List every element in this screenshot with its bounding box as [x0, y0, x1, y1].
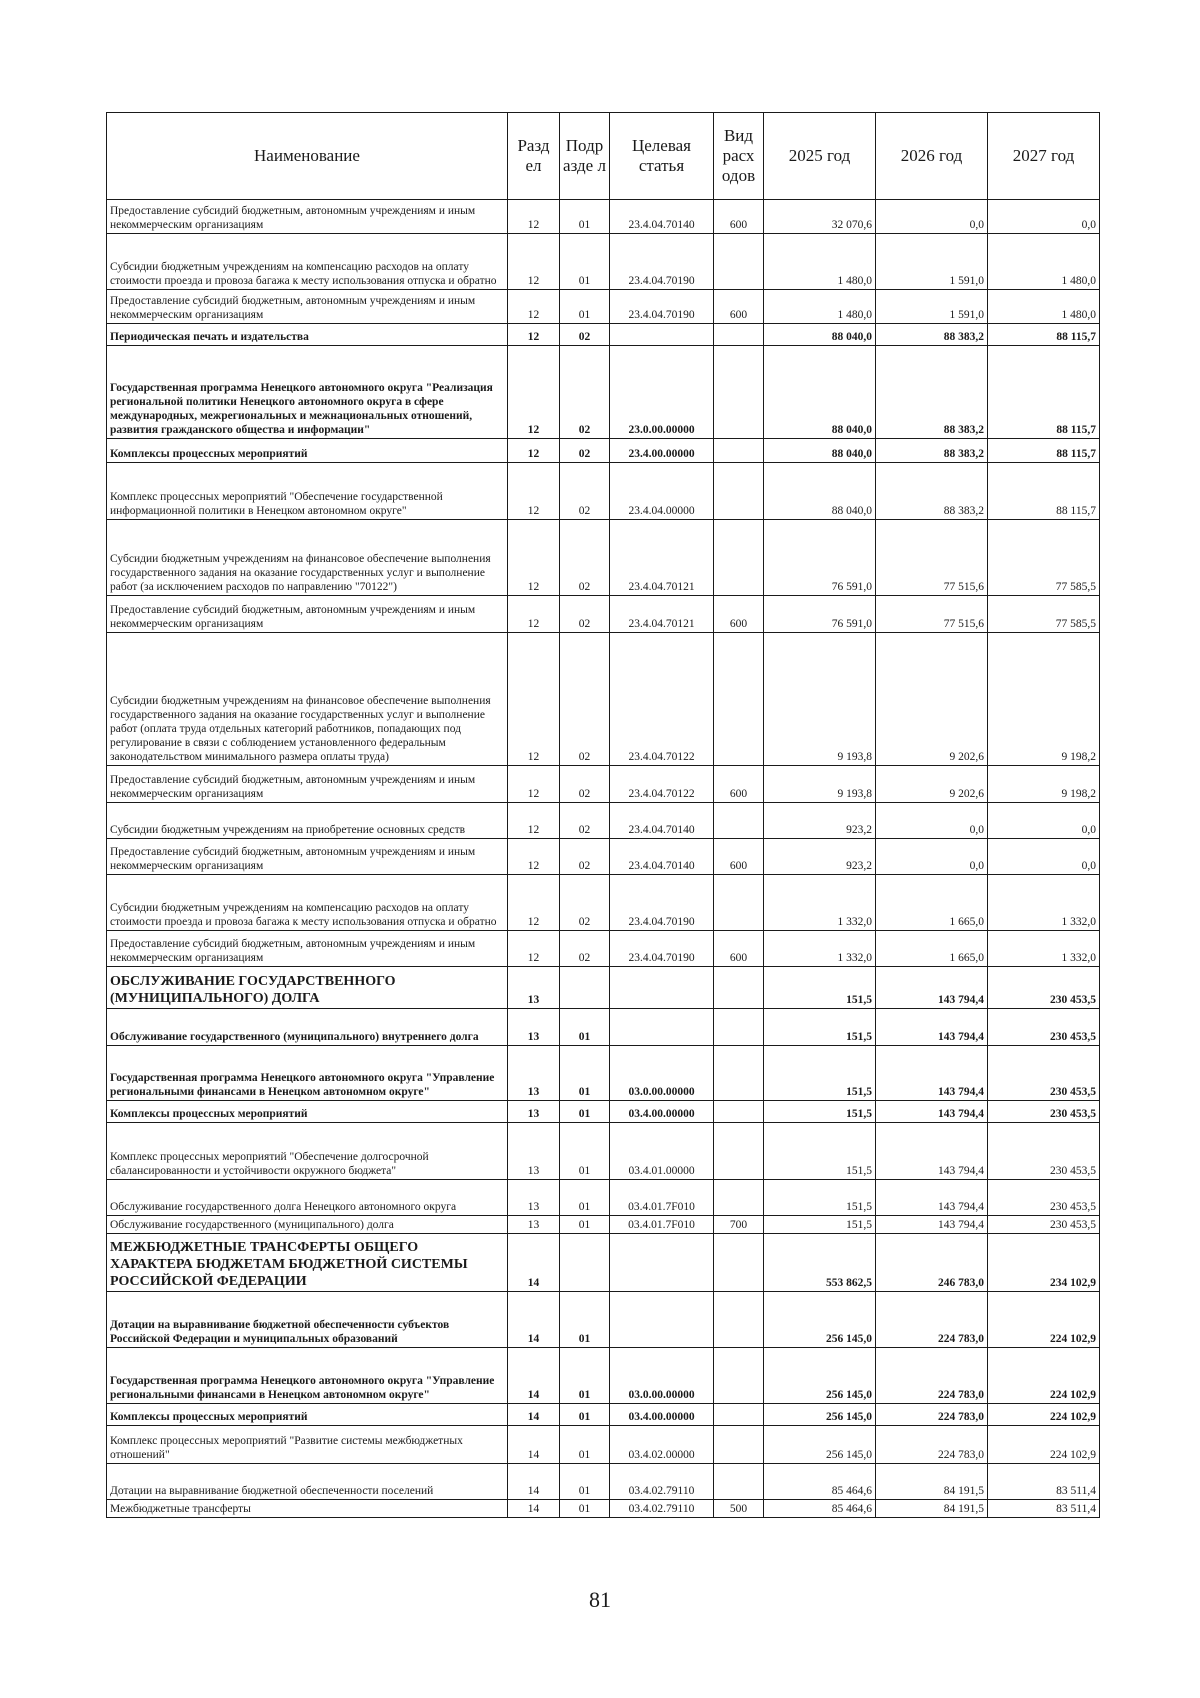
- table-row: [107, 1426, 1100, 1464]
- row-vid-rashodov-cell: [714, 234, 764, 290]
- row-value-2025-cell: 151,5: [764, 1123, 876, 1180]
- row-celevaya-statya-cell: 03.4.00.00000: [610, 1404, 714, 1426]
- row-name-cell: Комплекс процессных мероприятий "Обеспечение государственной информационной политики в Ненецком автономном округе": [107, 463, 508, 520]
- row-value-2025-cell: 88 040,0: [764, 324, 876, 346]
- row-podrazdel-cell: 02: [560, 463, 610, 520]
- row-podrazdel-cell: 02: [560, 596, 610, 633]
- page-number: 81: [589, 1587, 611, 1612]
- row-name-cell: Государственная программа Ненецкого автономного округа "Управление региональными финансами в Ненецком автономном округе": [107, 1046, 508, 1101]
- row-vid-rashodov-cell: [714, 967, 764, 1009]
- row-value-2026-cell: 88 383,2: [876, 439, 988, 463]
- row-value-2026-cell: 84 191,5: [876, 1500, 988, 1518]
- row-podrazdel-cell: 01: [560, 1426, 610, 1464]
- table-row: [107, 1101, 1100, 1123]
- row-razdel-cell: 12: [508, 839, 560, 875]
- row-podrazdel-cell: 01: [560, 1348, 610, 1404]
- table-row: [107, 1216, 1100, 1234]
- row-name-cell: Обслуживание государственного (муниципального) долга: [107, 1216, 508, 1234]
- row-celevaya-statya-cell: 23.4.04.70140: [610, 839, 714, 875]
- row-value-2027-cell: 88 115,7: [988, 324, 1100, 346]
- budget-table: [106, 112, 1100, 1518]
- table-row: [107, 1464, 1100, 1500]
- row-vid-rashodov-cell: [714, 463, 764, 520]
- row-razdel-cell: 12: [508, 766, 560, 803]
- row-name-cell: Предоставление субсидий бюджетным, автономным учреждениям и иным некоммерческим организациям: [107, 839, 508, 875]
- row-name-cell: Обслуживание государственного долга Ненецкого автономного округа: [107, 1180, 508, 1216]
- row-vid-rashodov-cell: 600: [714, 200, 764, 234]
- row-vid-rashodov-cell: [714, 1101, 764, 1123]
- row-vid-rashodov-cell: 600: [714, 596, 764, 633]
- row-razdel-cell: 14: [508, 1404, 560, 1426]
- row-value-2026-cell: 84 191,5: [876, 1464, 988, 1500]
- row-vid-rashodov-cell: [714, 875, 764, 931]
- row-name-cell: Периодическая печать и издательства: [107, 324, 508, 346]
- row-value-2025-cell: 1 332,0: [764, 931, 876, 967]
- row-podrazdel-cell: 01: [560, 1464, 610, 1500]
- row-value-2026-cell: 0,0: [876, 839, 988, 875]
- row-value-2025-cell: 256 145,0: [764, 1348, 876, 1404]
- row-razdel-cell: 13: [508, 1046, 560, 1101]
- row-value-2025-cell: 76 591,0: [764, 520, 876, 596]
- row-value-2026-cell: 224 783,0: [876, 1292, 988, 1348]
- row-razdel-cell: 12: [508, 234, 560, 290]
- row-name-cell: Комплексы процессных мероприятий: [107, 439, 508, 463]
- table-row: [107, 1404, 1100, 1426]
- row-value-2025-cell: 256 145,0: [764, 1404, 876, 1426]
- row-value-2026-cell: 246 783,0: [876, 1234, 988, 1292]
- table-row: [107, 520, 1100, 596]
- row-celevaya-statya-cell: [610, 1009, 714, 1046]
- table-row: [107, 439, 1100, 463]
- table-row: [107, 967, 1100, 1009]
- row-vid-rashodov-cell: [714, 1348, 764, 1404]
- row-podrazdel-cell: 01: [560, 200, 610, 234]
- row-value-2026-cell: 143 794,4: [876, 967, 988, 1009]
- col-header-2026: 2026 год: [876, 113, 988, 200]
- row-value-2026-cell: 1 665,0: [876, 931, 988, 967]
- row-podrazdel-cell: 01: [560, 1500, 610, 1518]
- row-value-2025-cell: 76 591,0: [764, 596, 876, 633]
- row-razdel-cell: 13: [508, 1101, 560, 1123]
- row-value-2025-cell: 1 480,0: [764, 234, 876, 290]
- row-value-2027-cell: 0,0: [988, 803, 1100, 839]
- row-value-2026-cell: 9 202,6: [876, 633, 988, 766]
- row-value-2027-cell: 1 480,0: [988, 234, 1100, 290]
- row-vid-rashodov-cell: 600: [714, 839, 764, 875]
- table-row: [107, 875, 1100, 931]
- row-name-cell: Предоставление субсидий бюджетным, автономным учреждениям и иным некоммерческим организациям: [107, 931, 508, 967]
- table-row: [107, 1009, 1100, 1046]
- row-podrazdel-cell: 01: [560, 1404, 610, 1426]
- row-razdel-cell: 13: [508, 1123, 560, 1180]
- table-header-row: [107, 113, 1100, 200]
- row-celevaya-statya-cell: 03.0.00.00000: [610, 1348, 714, 1404]
- row-vid-rashodov-cell: [714, 1123, 764, 1180]
- row-value-2027-cell: 230 453,5: [988, 1101, 1100, 1123]
- row-name-cell: Субсидии бюджетным учреждениям на финансовое обеспечение выполнения государственного задания на оказание государственных услуг и выполнение работ (оплата труда отдельных категорий работников, попадающих под регулирование в связи с соблюдением установленного федеральным законодательством минимального размера оплаты труда): [107, 633, 508, 766]
- row-vid-rashodov-cell: [714, 324, 764, 346]
- row-razdel-cell: 13: [508, 967, 560, 1009]
- row-vid-rashodov-cell: [714, 1234, 764, 1292]
- row-value-2027-cell: 88 115,7: [988, 463, 1100, 520]
- row-razdel-cell: 14: [508, 1464, 560, 1500]
- col-header-2027: 2027 год: [988, 113, 1100, 200]
- row-razdel-cell: 14: [508, 1234, 560, 1292]
- row-podrazdel-cell: 02: [560, 931, 610, 967]
- row-value-2026-cell: 143 794,4: [876, 1216, 988, 1234]
- row-value-2027-cell: 230 453,5: [988, 967, 1100, 1009]
- row-podrazdel-cell: 02: [560, 766, 610, 803]
- row-value-2025-cell: 32 070,6: [764, 200, 876, 234]
- row-value-2027-cell: 0,0: [988, 200, 1100, 234]
- row-podrazdel-cell: 01: [560, 1009, 610, 1046]
- row-podrazdel-cell: 02: [560, 439, 610, 463]
- row-podrazdel-cell: 02: [560, 839, 610, 875]
- col-header-vid-rashodov: Вид расх одов: [714, 113, 764, 200]
- row-razdel-cell: 12: [508, 290, 560, 324]
- row-value-2026-cell: 224 783,0: [876, 1404, 988, 1426]
- row-celevaya-statya-cell: 23.4.04.70190: [610, 290, 714, 324]
- row-value-2027-cell: 230 453,5: [988, 1046, 1100, 1101]
- row-vid-rashodov-cell: [714, 803, 764, 839]
- row-name-cell: ОБСЛУЖИВАНИЕ ГОСУДАРСТВЕННОГО (МУНИЦИПАЛЬНОГО) ДОЛГА: [107, 967, 508, 1009]
- row-name-cell: Межбюджетные трансферты: [107, 1500, 508, 1518]
- row-value-2025-cell: 923,2: [764, 803, 876, 839]
- table-row: [107, 596, 1100, 633]
- row-razdel-cell: 12: [508, 633, 560, 766]
- row-vid-rashodov-cell: 600: [714, 290, 764, 324]
- row-vid-rashodov-cell: 700: [714, 1216, 764, 1234]
- row-value-2026-cell: 1 591,0: [876, 234, 988, 290]
- row-podrazdel-cell: 02: [560, 520, 610, 596]
- row-razdel-cell: 13: [508, 1009, 560, 1046]
- table-row: [107, 324, 1100, 346]
- row-podrazdel-cell: 02: [560, 633, 610, 766]
- col-header-celevaya-statya: Целевая статья: [610, 113, 714, 200]
- row-value-2027-cell: 77 585,5: [988, 596, 1100, 633]
- row-podrazdel-cell: 01: [560, 1046, 610, 1101]
- row-vid-rashodov-cell: 600: [714, 931, 764, 967]
- table-row: [107, 234, 1100, 290]
- row-vid-rashodov-cell: [714, 520, 764, 596]
- row-value-2025-cell: 151,5: [764, 1216, 876, 1234]
- row-name-cell: Предоставление субсидий бюджетным, автономным учреждениям и иным некоммерческим организациям: [107, 290, 508, 324]
- row-value-2027-cell: 83 511,4: [988, 1500, 1100, 1518]
- row-value-2025-cell: 151,5: [764, 1101, 876, 1123]
- row-name-cell: Предоставление субсидий бюджетным, автономным учреждениям и иным некоммерческим организациям: [107, 596, 508, 633]
- row-value-2025-cell: 151,5: [764, 967, 876, 1009]
- row-value-2025-cell: 88 040,0: [764, 346, 876, 439]
- row-value-2027-cell: 0,0: [988, 839, 1100, 875]
- row-value-2025-cell: 151,5: [764, 1180, 876, 1216]
- row-podrazdel-cell: 02: [560, 346, 610, 439]
- row-celevaya-statya-cell: 03.0.00.00000: [610, 1046, 714, 1101]
- row-name-cell: Комплексы процессных мероприятий: [107, 1404, 508, 1426]
- table-row: [107, 1123, 1100, 1180]
- table-row: [107, 766, 1100, 803]
- row-celevaya-statya-cell: 23.4.04.70140: [610, 803, 714, 839]
- row-value-2026-cell: 77 515,6: [876, 596, 988, 633]
- row-value-2025-cell: 85 464,6: [764, 1464, 876, 1500]
- row-podrazdel-cell: 01: [560, 290, 610, 324]
- row-celevaya-statya-cell: 23.4.04.70121: [610, 596, 714, 633]
- table-row: [107, 463, 1100, 520]
- row-value-2026-cell: 88 383,2: [876, 324, 988, 346]
- row-razdel-cell: 12: [508, 324, 560, 346]
- row-celevaya-statya-cell: 03.4.00.00000: [610, 1101, 714, 1123]
- row-vid-rashodov-cell: [714, 1009, 764, 1046]
- row-name-cell: Субсидии бюджетным учреждениям на финансовое обеспечение выполнения государственного задания на оказание государственных услуг и выполнение работ (за исключением расходов по направлению "70122"): [107, 520, 508, 596]
- row-podrazdel-cell: 02: [560, 875, 610, 931]
- row-vid-rashodov-cell: [714, 1404, 764, 1426]
- row-celevaya-statya-cell: 03.4.01.7F010: [610, 1180, 714, 1216]
- row-value-2025-cell: 85 464,6: [764, 1500, 876, 1518]
- row-value-2027-cell: 234 102,9: [988, 1234, 1100, 1292]
- row-celevaya-statya-cell: [610, 967, 714, 1009]
- row-value-2026-cell: 224 783,0: [876, 1348, 988, 1404]
- row-name-cell: Государственная программа Ненецкого автономного округа "Реализация региональной политики Ненецкого автономного округа в сфере международных, межрегиональных и межнациональных отношений, развития гражданского общества и информации": [107, 346, 508, 439]
- table-row: [107, 1234, 1100, 1292]
- row-value-2027-cell: 9 198,2: [988, 766, 1100, 803]
- row-podrazdel-cell: [560, 1234, 610, 1292]
- row-name-cell: Субсидии бюджетным учреждениям на компенсацию расходов на оплату стоимости проезда и провоза багажа к месту использования отпуска и обратно: [107, 875, 508, 931]
- row-value-2027-cell: 77 585,5: [988, 520, 1100, 596]
- row-name-cell: Комплекс процессных мероприятий "Развитие системы межбюджетных отношений": [107, 1426, 508, 1464]
- row-celevaya-statya-cell: 03.4.02.00000: [610, 1426, 714, 1464]
- row-razdel-cell: 12: [508, 463, 560, 520]
- row-value-2026-cell: 143 794,4: [876, 1046, 988, 1101]
- table-row: [107, 633, 1100, 766]
- row-name-cell: Комплексы процессных мероприятий: [107, 1101, 508, 1123]
- row-podrazdel-cell: 01: [560, 1101, 610, 1123]
- row-celevaya-statya-cell: 03.4.02.79110: [610, 1464, 714, 1500]
- table-row: [107, 290, 1100, 324]
- row-value-2026-cell: 143 794,4: [876, 1123, 988, 1180]
- row-podrazdel-cell: 01: [560, 1123, 610, 1180]
- row-value-2025-cell: 923,2: [764, 839, 876, 875]
- row-celevaya-statya-cell: [610, 1234, 714, 1292]
- row-value-2026-cell: 143 794,4: [876, 1180, 988, 1216]
- row-value-2026-cell: 88 383,2: [876, 463, 988, 520]
- row-celevaya-statya-cell: 23.4.04.00000: [610, 463, 714, 520]
- row-celevaya-statya-cell: 03.4.02.79110: [610, 1500, 714, 1518]
- row-razdel-cell: 14: [508, 1426, 560, 1464]
- table-body: [107, 200, 1100, 1518]
- table-row: [107, 803, 1100, 839]
- table-row: [107, 931, 1100, 967]
- row-value-2026-cell: 224 783,0: [876, 1426, 988, 1464]
- row-podrazdel-cell: 01: [560, 1216, 610, 1234]
- row-razdel-cell: 12: [508, 346, 560, 439]
- row-value-2025-cell: 88 040,0: [764, 463, 876, 520]
- row-value-2025-cell: 9 193,8: [764, 633, 876, 766]
- row-razdel-cell: 14: [508, 1500, 560, 1518]
- row-value-2025-cell: 256 145,0: [764, 1292, 876, 1348]
- row-name-cell: Комплекс процессных мероприятий "Обеспечение долгосрочной сбалансированности и устойчивости окружного бюджета": [107, 1123, 508, 1180]
- row-razdel-cell: 12: [508, 596, 560, 633]
- row-value-2027-cell: 1 332,0: [988, 875, 1100, 931]
- row-celevaya-statya-cell: 03.4.01.00000: [610, 1123, 714, 1180]
- row-value-2027-cell: 224 102,9: [988, 1426, 1100, 1464]
- row-vid-rashodov-cell: [714, 633, 764, 766]
- row-vid-rashodov-cell: [714, 439, 764, 463]
- row-celevaya-statya-cell: 03.4.01.7F010: [610, 1216, 714, 1234]
- row-podrazdel-cell: 02: [560, 324, 610, 346]
- col-header-razdel: Разд ел: [508, 113, 560, 200]
- row-value-2026-cell: 143 794,4: [876, 1101, 988, 1123]
- row-name-cell: Государственная программа Ненецкого автономного округа "Управление региональными финансами в Ненецком автономном округе": [107, 1348, 508, 1404]
- row-name-cell: Субсидии бюджетным учреждениям на приобретение основных средств: [107, 803, 508, 839]
- row-value-2026-cell: 1 591,0: [876, 290, 988, 324]
- col-header-name: Наименование: [107, 113, 508, 200]
- table-row: [107, 1046, 1100, 1101]
- row-name-cell: Дотации на выравнивание бюджетной обеспеченности поселений: [107, 1464, 508, 1500]
- row-razdel-cell: 14: [508, 1348, 560, 1404]
- row-razdel-cell: 12: [508, 520, 560, 596]
- row-value-2027-cell: 230 453,5: [988, 1123, 1100, 1180]
- row-razdel-cell: 13: [508, 1216, 560, 1234]
- col-header-podrazdel: Подр азде л: [560, 113, 610, 200]
- row-value-2027-cell: 224 102,9: [988, 1404, 1100, 1426]
- row-value-2027-cell: 88 115,7: [988, 439, 1100, 463]
- row-podrazdel-cell: 01: [560, 1292, 610, 1348]
- row-value-2026-cell: 9 202,6: [876, 766, 988, 803]
- row-vid-rashodov-cell: [714, 346, 764, 439]
- row-celevaya-statya-cell: 23.4.04.70121: [610, 520, 714, 596]
- row-value-2025-cell: 1 480,0: [764, 290, 876, 324]
- row-razdel-cell: 14: [508, 1292, 560, 1348]
- row-value-2027-cell: 83 511,4: [988, 1464, 1100, 1500]
- row-razdel-cell: 12: [508, 931, 560, 967]
- table-row: [107, 200, 1100, 234]
- row-razdel-cell: 12: [508, 200, 560, 234]
- row-celevaya-statya-cell: 23.4.04.70190: [610, 234, 714, 290]
- row-vid-rashodov-cell: 500: [714, 1500, 764, 1518]
- table-row: [107, 1292, 1100, 1348]
- row-value-2027-cell: 224 102,9: [988, 1292, 1100, 1348]
- table-row: [107, 1500, 1100, 1518]
- row-value-2027-cell: 9 198,2: [988, 633, 1100, 766]
- table-row: [107, 1180, 1100, 1216]
- row-razdel-cell: 12: [508, 803, 560, 839]
- row-celevaya-statya-cell: 23.4.00.00000: [610, 439, 714, 463]
- row-value-2025-cell: 151,5: [764, 1046, 876, 1101]
- row-value-2027-cell: 230 453,5: [988, 1180, 1100, 1216]
- row-celevaya-statya-cell: 23.4.04.70190: [610, 875, 714, 931]
- row-value-2026-cell: 1 665,0: [876, 875, 988, 931]
- row-vid-rashodov-cell: 600: [714, 766, 764, 803]
- col-header-2025: 2025 год: [764, 113, 876, 200]
- row-razdel-cell: 13: [508, 1180, 560, 1216]
- row-podrazdel-cell: 01: [560, 1180, 610, 1216]
- row-value-2025-cell: 88 040,0: [764, 439, 876, 463]
- row-value-2026-cell: 0,0: [876, 200, 988, 234]
- row-name-cell: МЕЖБЮДЖЕТНЫЕ ТРАНСФЕРТЫ ОБЩЕГО ХАРАКТЕРА БЮДЖЕТАМ БЮДЖЕТНОЙ СИСТЕМЫ РОССИЙСКОЙ ФЕДЕРАЦИИ: [107, 1234, 508, 1292]
- row-celevaya-statya-cell: 23.4.04.70140: [610, 200, 714, 234]
- row-value-2027-cell: 1 480,0: [988, 290, 1100, 324]
- row-value-2027-cell: 224 102,9: [988, 1348, 1100, 1404]
- row-vid-rashodov-cell: [714, 1426, 764, 1464]
- table-row: [107, 346, 1100, 439]
- row-celevaya-statya-cell: 23.4.04.70122: [610, 766, 714, 803]
- row-value-2025-cell: 553 862,5: [764, 1234, 876, 1292]
- row-podrazdel-cell: 02: [560, 803, 610, 839]
- row-vid-rashodov-cell: [714, 1180, 764, 1216]
- table-row: [107, 1348, 1100, 1404]
- row-value-2025-cell: 151,5: [764, 1009, 876, 1046]
- row-value-2025-cell: 9 193,8: [764, 766, 876, 803]
- row-celevaya-statya-cell: [610, 324, 714, 346]
- row-podrazdel-cell: 01: [560, 234, 610, 290]
- row-name-cell: Субсидии бюджетным учреждениям на компенсацию расходов на оплату стоимости проезда и провоза багажа к месту использования отпуска и обратно: [107, 234, 508, 290]
- row-name-cell: Предоставление субсидий бюджетным, автономным учреждениям и иным некоммерческим организациям: [107, 200, 508, 234]
- row-celevaya-statya-cell: 23.0.00.00000: [610, 346, 714, 439]
- row-value-2026-cell: 88 383,2: [876, 346, 988, 439]
- row-celevaya-statya-cell: 23.4.04.70190: [610, 931, 714, 967]
- row-vid-rashodov-cell: [714, 1046, 764, 1101]
- row-value-2027-cell: 1 332,0: [988, 931, 1100, 967]
- row-value-2025-cell: 256 145,0: [764, 1426, 876, 1464]
- row-podrazdel-cell: [560, 967, 610, 1009]
- row-name-cell: Обслуживание государственного (муниципального) внутреннего долга: [107, 1009, 508, 1046]
- row-name-cell: Предоставление субсидий бюджетным, автономным учреждениям и иным некоммерческим организациям: [107, 766, 508, 803]
- row-razdel-cell: 12: [508, 875, 560, 931]
- row-celevaya-statya-cell: 23.4.04.70122: [610, 633, 714, 766]
- row-vid-rashodov-cell: [714, 1464, 764, 1500]
- row-name-cell: Дотации на выравнивание бюджетной обеспеченности субъектов Российской Федерации и муниципальных образований: [107, 1292, 508, 1348]
- row-value-2027-cell: 88 115,7: [988, 346, 1100, 439]
- row-value-2026-cell: 77 515,6: [876, 520, 988, 596]
- table-row: [107, 839, 1100, 875]
- row-celevaya-statya-cell: [610, 1292, 714, 1348]
- row-value-2026-cell: 143 794,4: [876, 1009, 988, 1046]
- row-value-2025-cell: 1 332,0: [764, 875, 876, 931]
- row-value-2026-cell: 0,0: [876, 803, 988, 839]
- row-vid-rashodov-cell: [714, 1292, 764, 1348]
- row-razdel-cell: 12: [508, 439, 560, 463]
- row-value-2027-cell: 230 453,5: [988, 1009, 1100, 1046]
- row-value-2027-cell: 230 453,5: [988, 1216, 1100, 1234]
